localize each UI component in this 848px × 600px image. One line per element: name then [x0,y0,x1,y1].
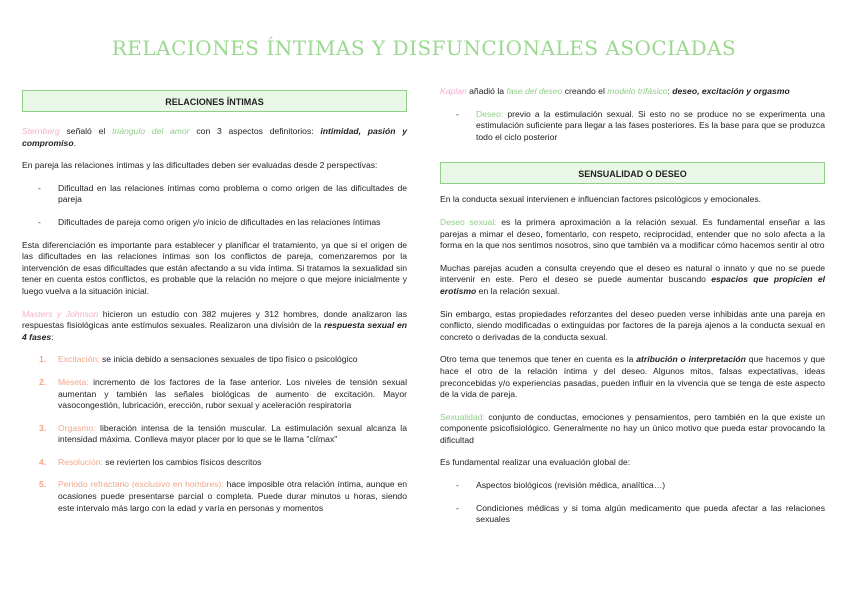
list-item [22,479,407,514]
paragraph-conducta: En la conducta sexual intervienen e influencian factores psicológicos y emocionales. [440,194,762,205]
author-name: Masters y Johnson [22,308,99,319]
text: . [73,137,76,148]
emphasis: espacios que propicien el erotismo [440,274,825,296]
text: en la relación sexual. [476,285,560,296]
section-header-sensualidad: SENSUALIDAD O DESEO [440,162,825,184]
text: es la primera aproximación a la relación sexual. Es fundamental enseñar a las parejas a mimar el deseo, fomentarlo, con respeto, reciprocidad, entender que no solo afecta a la forma en la que nos sentimos nosotros, sino que también va a modificar cómo hacemos sentir al otro [440,216,825,251]
term: fase del deseo [506,86,563,96]
text: conjunto de conductas, emociones y pensamientos, pero también en la que existe un componente psicofisiológico. Generalmente no hay un único motivo que pueda estar provocando la dificultad [440,411,825,445]
item-number: 1. [39,354,47,365]
paragraph-propiedades: Sin embargo, estas propiedades reforzantes del deseo pueden verse inhibidas ante una pareja en conflicto, siendo modificadas o extinguidas por factores de la pareja ajenos a la conducta sexual en concreto o derivadas de la conducta sexual. [440,308,825,342]
paragraph-kaplan [440,86,825,98]
list-item [22,354,407,366]
text: con 3 aspectos definitorios: [189,126,321,136]
emphasis: intimidad, pasión y compromiso [22,126,407,148]
text: que hacemos y que hace el otro de la relación íntima y del deseo. Algunos mitos, falsas expectativas, ideas preconcebidas y/o experiencias pasadas, pueden influir en la vivencia que se tenga de este aspecto de la vida de pareja. [440,354,825,400]
item-number: 3. [39,422,47,433]
paragraph-evaluacion: Es fundamental realizar una evaluación global de: [440,457,631,468]
paragraph-atribucion [440,354,825,400]
section-header-relaciones: RELACIONES ÍNTIMAS [22,90,407,112]
list-item [440,109,825,144]
text: : [667,86,673,96]
phases-list [22,354,407,514]
phase-label: Excitación: [58,354,100,365]
paragraph-deseo-sexual [440,217,825,252]
item-number: 4. [39,456,47,467]
phase-label: Resolución: [58,456,103,467]
paragraph-diferenciacion: Esta diferenciación es importante para establecer y planificar el tratamiento, ya que si el origen de las dificultades en las relaciones íntimas son los conflictos de pareja, comenzaremos por la intervención de esas dificultades que están afectando a su vida íntima. Si tratamos la sexualidad sin tener en cuenta estos conflictos, es probable que la relación no mejore o que mejore inicialmente y luego vuelva a la situación inicial. [22,239,407,296]
phase-text: liberación intensa de la tensión muscular. La estimulación sexual alcanza la intensidad máxima. Conlleva mayor placer por lo que se le llama "clímax" [58,422,407,445]
list-item: - Dificultades de pareja como origen y/o inicio de dificultades en las relaciones íntimas [22,217,407,229]
list-item [22,377,407,412]
emphasis: atribución o interpretación [636,354,746,365]
list-item [22,457,407,469]
item-number: 2. [39,376,47,387]
phase-label: Periodo refractario (exclusivo en hombres): [58,479,224,490]
emphasis: deseo, excitación y orgasmo [672,86,790,96]
left-column [22,90,407,525]
text: señaló el [59,126,113,136]
term-label: Deseo sexual: [440,216,497,227]
phase-text: se inicia debido a sensaciones sexuales de tipo físico o psicológico [99,354,358,365]
list-item: - Aspectos biológicos (revisión médica, analítica…) [440,480,825,492]
list-item: - Condiciones médicas y si toma algún medicamento que pueda afectar a las relaciones sexuales [440,503,825,526]
paragraph-parejas [440,263,825,298]
author-name: Kaplan [440,86,467,96]
evaluation-list [440,480,825,526]
phase-label: Meseta: [58,376,89,387]
text: creando el [562,86,608,96]
text: : [51,331,54,342]
phase-text: hace imposible otra relación íntima, aunque en ocasiones puede presentarse parcial o completa. Puede durar minutos u horas, siendo este intervalo más largo con la edad y varía en personas y momentos [58,479,408,513]
term: modelo trifásico [607,86,668,96]
paragraph-sexualidad [440,412,825,447]
deseo-text: previo a la estimulación sexual. Si esto no se produce no se experimenta una estimulación suficiente para llegar a las fases posteriores. Es la base para que se produzca todo el ciclo posterior [476,108,825,142]
text: hicieron un estudio con 382 mujeres y 312 hombres, donde analizaron las respuestas fisiológicas ante estímulos sexuales. Realizaron una división de la [22,308,407,331]
text: Muchas parejas acuden a consulta creyendo que el deseo es natural o innato y que no se puede intervenir en este. Pero el deseo se puede aumentar buscando [440,262,825,285]
deseo-label: Deseo: [476,108,504,119]
paragraph-masters-johnson [22,309,407,344]
perspectives-list [22,183,407,229]
paragraph-sternberg [22,126,407,149]
phase-text: incremento de los factores de la fase anterior. Los niveles de tensión sexual aumentan y también las señales biológicas de aumento de excitación. Mayor vasocongestión, lubricación, erección, rubor sexual y aceleración respiratoria [58,376,407,411]
list-item: - Dificultad en las relaciones íntimas como problema o como origen de las dificultades de pareja [22,183,407,206]
deseo-list [440,109,825,144]
paragraph-perspectivas: En pareja las relaciones íntimas y las dificultades deben ser evaluadas desde 2 perspectivas: [22,160,378,171]
phase-label: Orgasmo: [58,422,96,433]
emphasis: respuesta sexual en 4 fases [22,320,407,342]
phase-text: se revierten los cambios físicos descritos [102,456,262,467]
author-name: Sternberg [22,126,60,136]
document-title: RELACIONES ÍNTIMAS Y DISFUNCIONALES ASOCIADAS [111,36,737,60]
list-item [22,423,407,446]
text: Otro tema que tenemos que tener en cuenta es la [440,354,637,365]
text: añadió la [466,86,507,96]
item-number: 5. [39,479,47,490]
right-column [440,86,825,537]
term: triángulo del amor [112,126,190,136]
term-label: Sexualidad: [440,411,485,422]
